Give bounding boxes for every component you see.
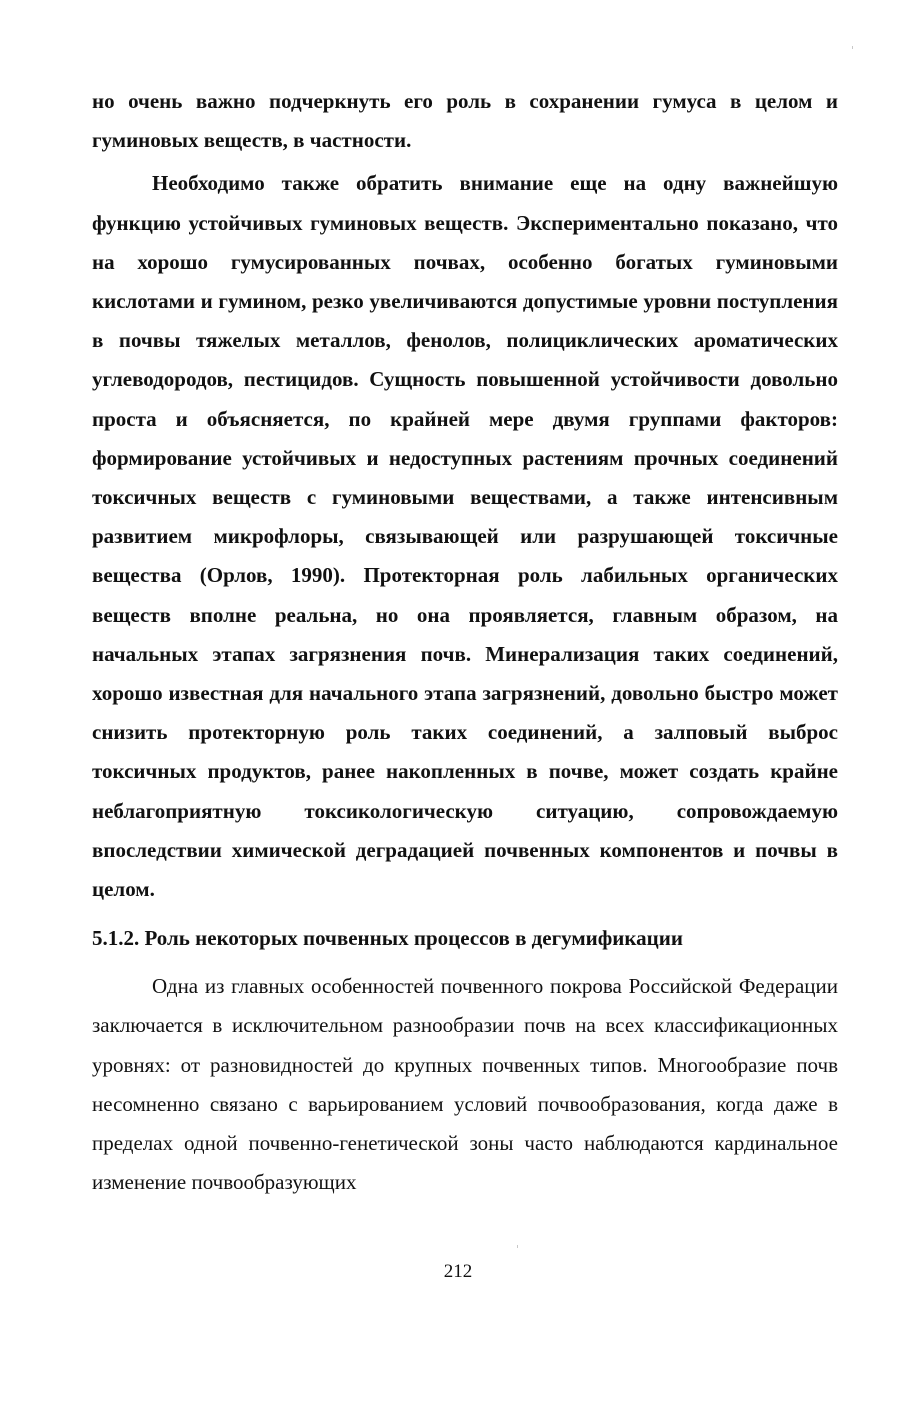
page-number: 212 xyxy=(443,1261,473,1282)
page-body xyxy=(92,82,838,1202)
paragraph-humic-function: Необходимо также обратить внимание еще на одну важнейшую функцию устойчивых гуминовых веществ. Экспериментально показано, что на хорошо гумусированных почвах, особенно богатых гуминовыми кислотами и гумином, резко увеличиваются допустимые уровни поступления в почвы тяжелых металлов, фенолов, полициклических ароматических углеводородов, пестицидов. Сущность повышенной устойчивости довольно проста и объясняется, по крайней мере двумя группами факторов: формирование устойчивых и недоступных растениям прочных соединений токсичных веществ с гуминовыми веществами, а также интенсивным развитием микрофлоры, связывающей или разрушающей токсичные вещества (Орлов, 1990). Протекторная роль лабильных органических веществ вполне реальна, но она проявляется, главным образом, на начальных этапах загрязнения почв. Минерализация таких соединений, хорошо известная для начального этапа загрязнений, довольно быстро может снизить протекторную роль таких соединений, а залповый выброс токсичных продуктов, ранее накопленных в почве, может создать крайне неблагоприятную токсикологическую ситуацию, сопровождаемую впоследствии химической деградацией почвенных компонентов и почвы в целом. xyxy=(92,171,838,902)
paragraph-soil-diversity: Одна из главных особенностей почвенного покрова Российской Федерации заключается в исключительном разнообразии почв на всех классификационных уровнях: от разновидностей до крупных почвенных типов. Многообразие почв несомненно связано с варьированием условий почвообразования, когда даже в пределах одной почвенно-генетической зоны часто наблюдаются кардинальное изменение почвообразующих xyxy=(92,974,838,1195)
section-heading: 5.1.2. Роль некоторых почвенных процессов в дегумификации xyxy=(92,926,683,951)
paragraph-continuation: но очень важно подчеркнуть его роль в сохранении гумуса в целом и гуминовых веществ, в частности. xyxy=(92,89,838,153)
scan-speck xyxy=(852,46,853,49)
scan-speck xyxy=(517,1245,518,1248)
